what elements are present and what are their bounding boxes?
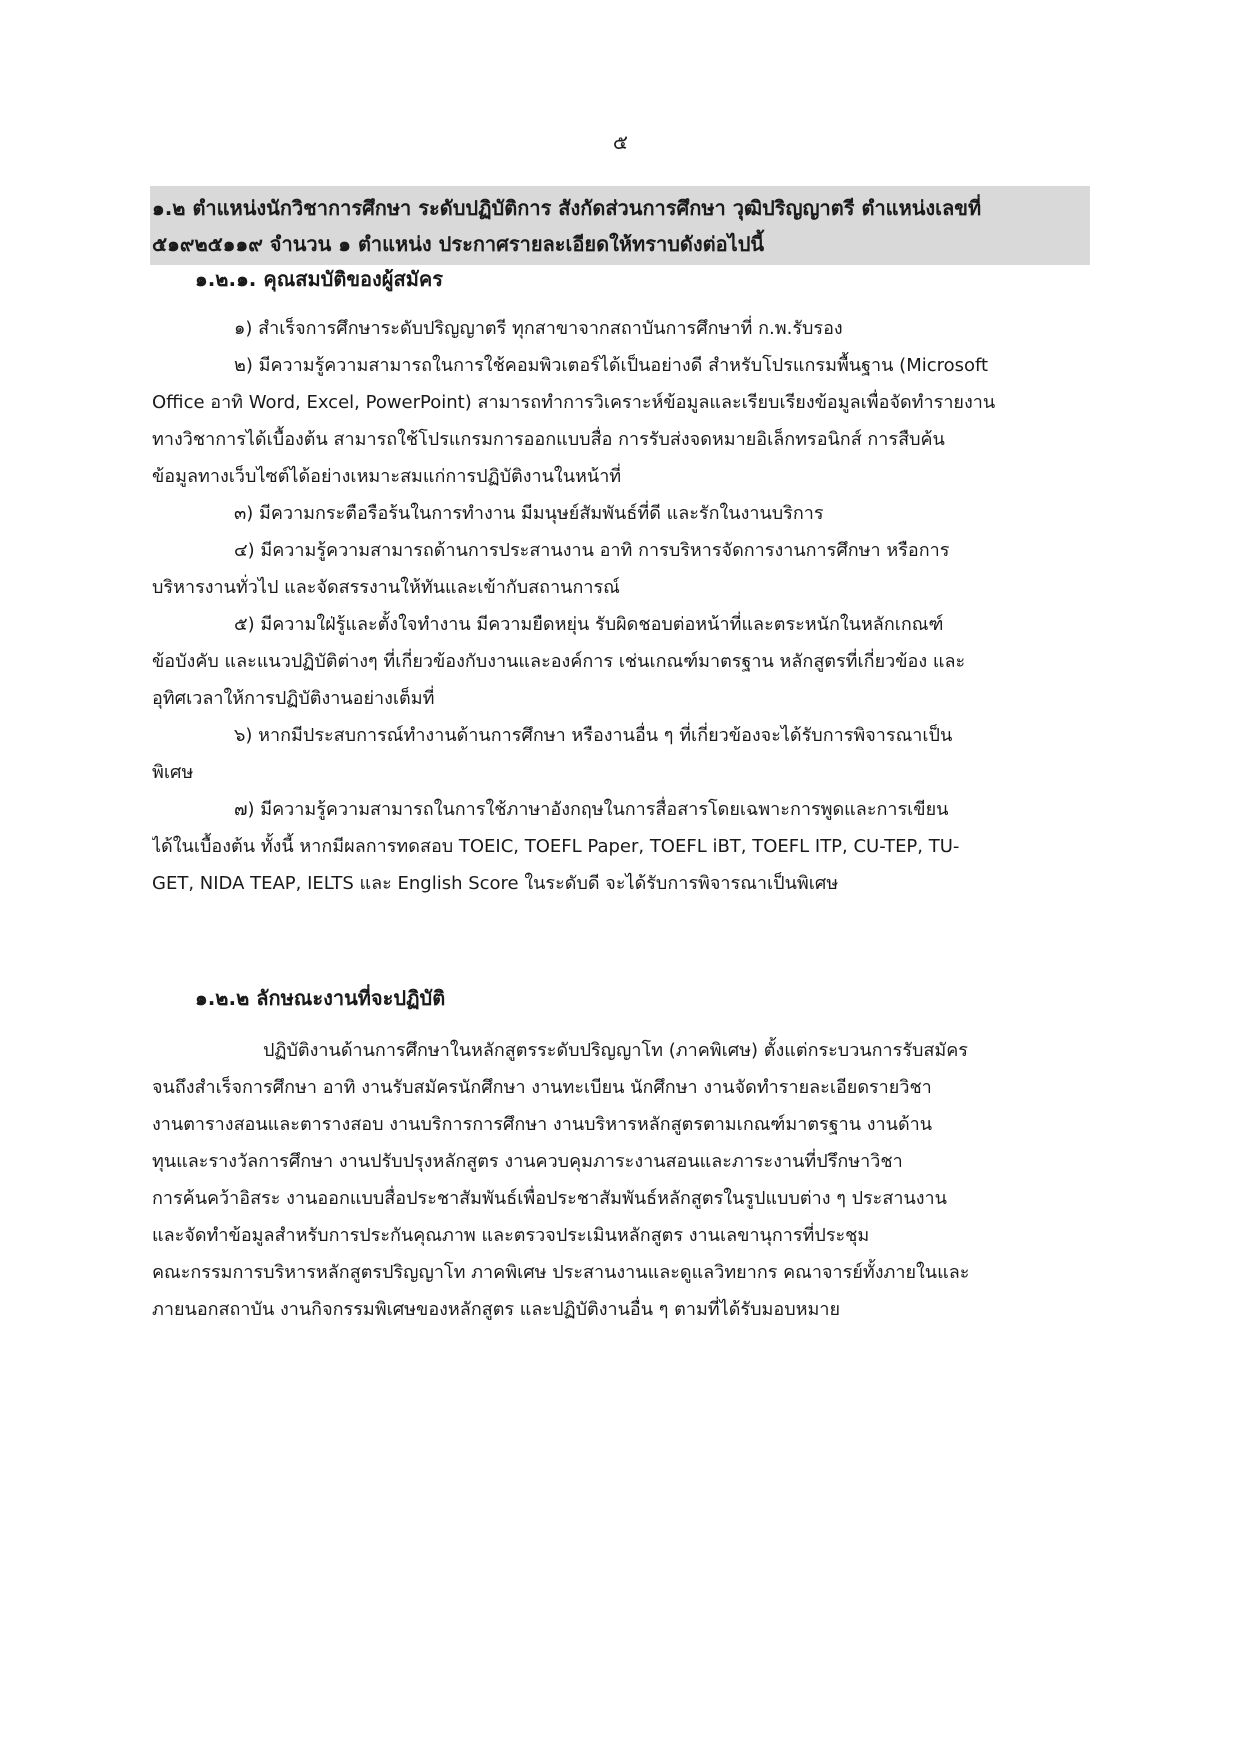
job-description-line: งานตารางสอนและตารางสอบ งานบริการการศึกษา งานบริหารหลักสูตรตามเกณฑ์มาตรฐาน งานด้าน [152, 1114, 933, 1135]
job-description-line: ภายนอกสถาบัน งานกิจกรรมพิเศษของหลักสูตร และปฏิบัติงานอื่น ๆ ตามที่ได้รับมอบหมาย [152, 1299, 840, 1320]
section-1-2-header [150, 186, 1090, 265]
qualification-item-6: ๖) หากมีประสบการณ์ทำงานด้านการศึกษา หรืองานอื่น ๆ ที่เกี่ยวข้องจะได้รับการพิจารณาเป็น [234, 725, 953, 746]
qualification-item-5-cont: อุทิศเวลาให้การปฏิบัติงานอย่างเต็มที่ [152, 688, 435, 709]
job-description-line: ปฏิบัติงานด้านการศึกษาในหลักสูตรระดับปริญญาโท (ภาคพิเศษ) ตั้งแต่กระบวนการรับสมัคร [263, 1040, 968, 1061]
qualification-item-7-cont: GET, NIDA TEAP, IELTS และ English Score ในระดับดี จะได้รับการพิจารณาเป็นพิเศษ [152, 873, 839, 894]
qualification-item-2-cont: ทางวิชาการได้เบื้องต้น สามารถใช้โปรแกรมการออกแบบสื่อ การรับส่งจดหมายอิเล็กทรอนิกส์ การสืบค้น [152, 429, 945, 450]
qualification-item-1: ๑) สำเร็จการศึกษาระดับปริญญาตรี ทุกสาขาจากสถาบันการศึกษาที่ ก.พ.รับรอง [234, 318, 843, 339]
job-description-line: คณะกรรมการบริหารหลักสูตรปริญญาโท ภาคพิเศษ ประสานงานและดูแลวิทยากร คณาจารย์ทั้งภายในและ [152, 1262, 970, 1283]
job-description-line: การค้นคว้าอิสระ งานออกแบบสื่อประชาสัมพันธ์เพื่อประชาสัมพันธ์หลักสูตรในรูปแบบต่าง ๆ ประสานงาน [152, 1188, 947, 1209]
job-description-line: และจัดทำข้อมูลสำหรับการประกันคุณภาพ และตรวจประเมินหลักสูตร งานเลขานุการที่ประชุม [152, 1225, 870, 1246]
qualification-item-7: ๗) มีความรู้ความสามารถในการใช้ภาษาอังกฤษในการสื่อสารโดยเฉพาะการพูดและการเขียน [234, 799, 949, 820]
qualification-item-2-cont: ข้อมูลทางเว็บไซต์ได้อย่างเหมาะสมแก่การปฏิบัติงานในหน้าที่ [152, 466, 622, 487]
qualifications-list [152, 310, 1090, 902]
subsection-1-2-2-heading: ๑.๒.๒ ลักษณะงานที่จะปฏิบัติ [195, 986, 446, 1010]
qualification-item-4-cont: บริหารงานทั่วไป และจัดสรรงานให้ทันและเข้ากับสถานการณ์ [152, 577, 620, 598]
section-header-line: ๑.๒ ตำแหน่งนักวิชาการศึกษา ระดับปฏิบัติการ สังกัดส่วนการศึกษา วุฒิปริญญาตรี ตำแหน่งเลขที่ [152, 196, 982, 220]
section-header-line: ๕๑๙๒๕๑๑๙ จำนวน ๑ ตำแหน่ง ประกาศรายละเอียดให้ทราบดังต่อไปนี้ [152, 232, 765, 256]
qualification-item-3: ๓) มีความกระตือรือร้นในการทำงาน มีมนุษย์สัมพันธ์ที่ดี และรักในงานบริการ [234, 503, 824, 524]
job-description-line: ทุนและรางวัลการศึกษา งานปรับปรุงหลักสูตร งานควบคุมภาระงานสอนและภาระงานที่ปรึกษาวิชา [152, 1151, 903, 1172]
qualification-item-4: ๔) มีความรู้ความสามารถด้านการประสานงาน อาทิ การบริหารจัดการงานการศึกษา หรือการ [234, 540, 950, 561]
job-description [152, 1032, 1090, 1328]
qualification-item-2: ๒) มีความรู้ความสามารถในการใช้คอมพิวเตอร์ได้เป็นอย่างดี สำหรับโปรแกรมพื้นฐาน (Microsoft [234, 355, 989, 376]
job-description-line: จนถึงสำเร็จการศึกษา อาทิ งานรับสมัครนักศึกษา งานทะเบียน นักศึกษา งานจัดทำรายละเอียดรายวิชา [152, 1077, 932, 1098]
subsection-1-2-1-heading: ๑.๒.๑. คุณสมบัติของผู้สมัคร [195, 267, 444, 291]
qualification-item-5: ๕) มีความใฝ่รู้และตั้งใจทำงาน มีความยืดหยุ่น รับผิดชอบต่อหน้าที่และตระหนักในหลักเกณฑ์ [234, 614, 944, 635]
qualification-item-6-cont: พิเศษ [152, 762, 194, 783]
qualification-item-2-cont: Office อาทิ Word, Excel, PowerPoint) สามารถทำการวิเคราะห์ข้อมูลและเรียบเรียงข้อมูลเพื่อจัดทำรายงาน [152, 392, 996, 413]
qualification-item-5-cont: ข้อบังคับ และแนวปฏิบัติต่างๆ ที่เกี่ยวข้องกับงานและองค์การ เช่นเกณฑ์มาตรฐาน หลักสูตรที่เกี่ยวข้อง และ [152, 651, 966, 672]
qualification-item-7-cont: ได้ในเบื้องต้น ทั้งนี้ หากมีผลการทดสอบ TOEIC, TOEFL Paper, TOEFL iBT, TOEFL ITP, CU-TEP, TU- [152, 836, 960, 857]
page-number: ๕ [612, 130, 629, 154]
